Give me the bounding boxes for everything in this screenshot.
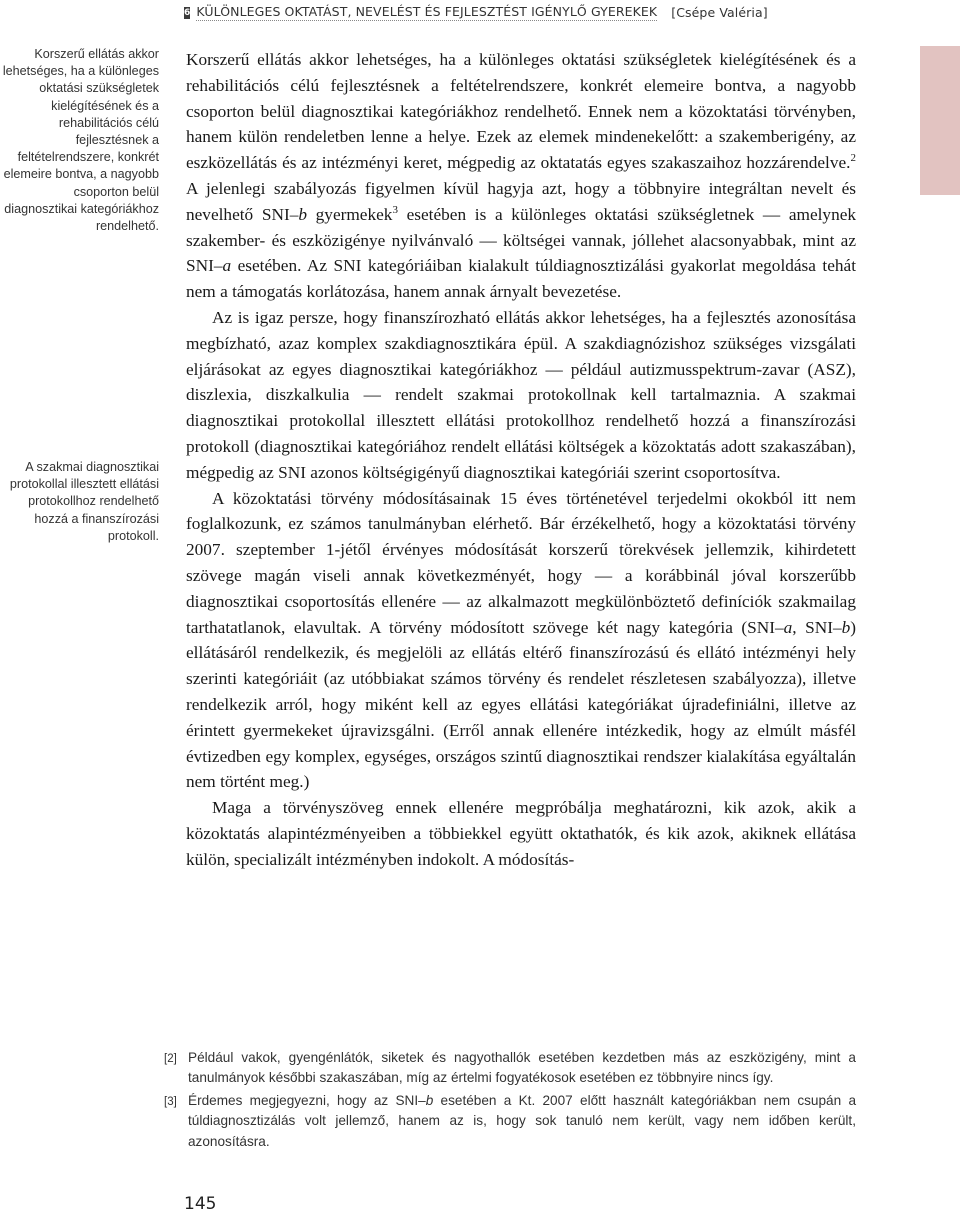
footnote-2: [2] Például vakok, gyengénlátók, siketek és nagyothallók esetében kezdetben más az eszközigény, mint a tanulmányok későbbi szakaszában, míg az értelmi fogyatékosok esetében ez többnyire nincs így. — [164, 1050, 856, 1086]
footnote-mark: [3] — [164, 1095, 177, 1108]
footnotes — [164, 1048, 856, 1154]
page-number: 145 — [184, 1194, 217, 1214]
footnote-ref-2[interactable]: 2 — [850, 152, 856, 165]
sidenote-2: A szakmai diagnosztikai protokollal illesztett ellátási protokollhoz rendelhető hozzá a finanszírozási protokoll. — [9, 460, 159, 543]
margin-accent-tab — [920, 46, 960, 195]
footnote-3: [3] Érdemes megjegyezni, hogy az SNI–b esetében a Kt. 2007 előtt használt kategóriákban nem csupán a túldiagnosztizálás volt jellemző, hanem az is, hogy sok tanuló nem került, vagy nem időben került, azonosításra. — [164, 1092, 857, 1149]
paragraph-4: Maga a törvényszöveg ennek ellenére megpróbálja meghatározni, kik azok, akik a közoktatás alapintézményeiben a többiekkel együtt oktathatók, és kik azok, akiknek ellátása külön, specializált intézményben indokolt. A módosítás- — [186, 798, 856, 869]
footnote-ref-3[interactable]: 3 — [392, 204, 398, 217]
paragraph-1: Korszerű ellátás akkor lehetséges, ha a különleges oktatási szükségletek kielégítésének és a rehabilitációs célú fejlesztésnek a feltételrendszere, konkrét elemeire bontva, a nagyobb csoporton belül diagnosztikai kategóriákhoz rendelhető. Ennek nem a közoktatási törvényben, hanem külön rendeletben lenne a helye. Ezek az elemek mindenekelőtt: a szakemberigény, az eszközellátás és az intézményi keret, mégpedig az oktatatás egyes szakaszaihoz hozzárendelve.$^2$ A jelenlegi szabályozás figyelmen kívül hagyja azt, hogy a többnyire integráltan nevelt és nevelhető SNI–b gyermekek$^3$ esetében is a különleges oktatási szükségletnek — amelynek szakember- és eszközigénye nyilvánvaló — költségei vannak, jóllehet alacsonyabbak, mint az SNI–a esetében. Az SNI kategóriáiban kialakult túldiagnosztizálási gyakorlat megoldása tehát nem a támogatás korlátozása, hanem annak árnyalt bevezetése. — [186, 50, 857, 302]
running-author: [Csépe Valéria] — [671, 5, 768, 20]
paragraph-3: A közoktatási törvény módosításainak 15 éves történetével terjedelmi okokból itt nem foglalkozunk, ez számos tanulmányban elérhető. Bár érzékelhető, hogy a közoktatási törvény 2007. szeptember 1-jétől érvényes módosítását korszerű törekvések jellemzik, kihirdetett szövege magán viseli annak következményét, hogy — a korábbinál jóval korszerűbb diagnosztikai csoportosítás ellenére — az alkalmazott megkülönböztető definíciók szakmailag tarthatatlanok, elavultak. A törvény módosított szövege két nagy kategória (SNI–a, SNI–b) ellátásáról rendelkezik, és megjelöli az ellátás eltérő finanszírozású és ellátó intézményi hely szerinti kategóriáit (az utóbbiakat számos törvény és rendelet részletesen szabályozza), illetve rendelkezik arról, hogy miként kell az egyes ellátási kategóriákat újradefiniálni, illetve az érintett gyermekeket újravizsgálni. (Erről annak ellenére intézkedik, hogy az elmúlt másfél évtizedben egy komplex, egységes, országos szintű diagnosztikai rendszer kialakítása egyáltalán nem történt meg.) — [186, 488, 856, 792]
sidenote-1: Korszerű ellátás akkor lehetséges, ha a különleges oktatási szükségletek kielégítésének és a rehabilitációs célú fejlesztésnek a feltételrendszere, konkrét elemeire bontva, a nagyobb csoporton belül diagnosztikai kategóriákhoz rendelhető. — [2, 47, 159, 234]
footnote-mark: [2] — [164, 1053, 177, 1065]
running-title: KÜLÖNLEGES OKTATÁST, NEVELÉST ÉS FEJLESZTÉST IGÉNYLŐ GYEREKEK — [196, 4, 658, 19]
body-text — [186, 47, 856, 873]
chapter-number: 6 — [184, 7, 191, 18]
paragraph-2: Az is igaz persze, hogy finanszírozható ellátás akkor lehetséges, ha a fejlesztés azonosítása megbízható, azaz komplex szakdiagnosztikára épül. A szakdiagnózishoz szükséges vizsgálati eljárásokat az egyes diagnosztikai kategóriákhoz — például autizmusspektrum-zavar (ASZ), diszlexia, diszkalkulia — rendelt szakmai protokollnak kell tartalmaznia. A szakmai diagnosztikai protokollal illesztett ellátási protokollhoz rendelhető hozzá a finanszírozási protokoll (diagnosztikai kategóriához rendelt ellátási költségek a közoktatás adott szakaszában), mégpedig az SNI azonos költségigényű diagnosztikai kategóriái szerint csoportosítva. — [186, 307, 856, 482]
running-header — [184, 4, 768, 21]
